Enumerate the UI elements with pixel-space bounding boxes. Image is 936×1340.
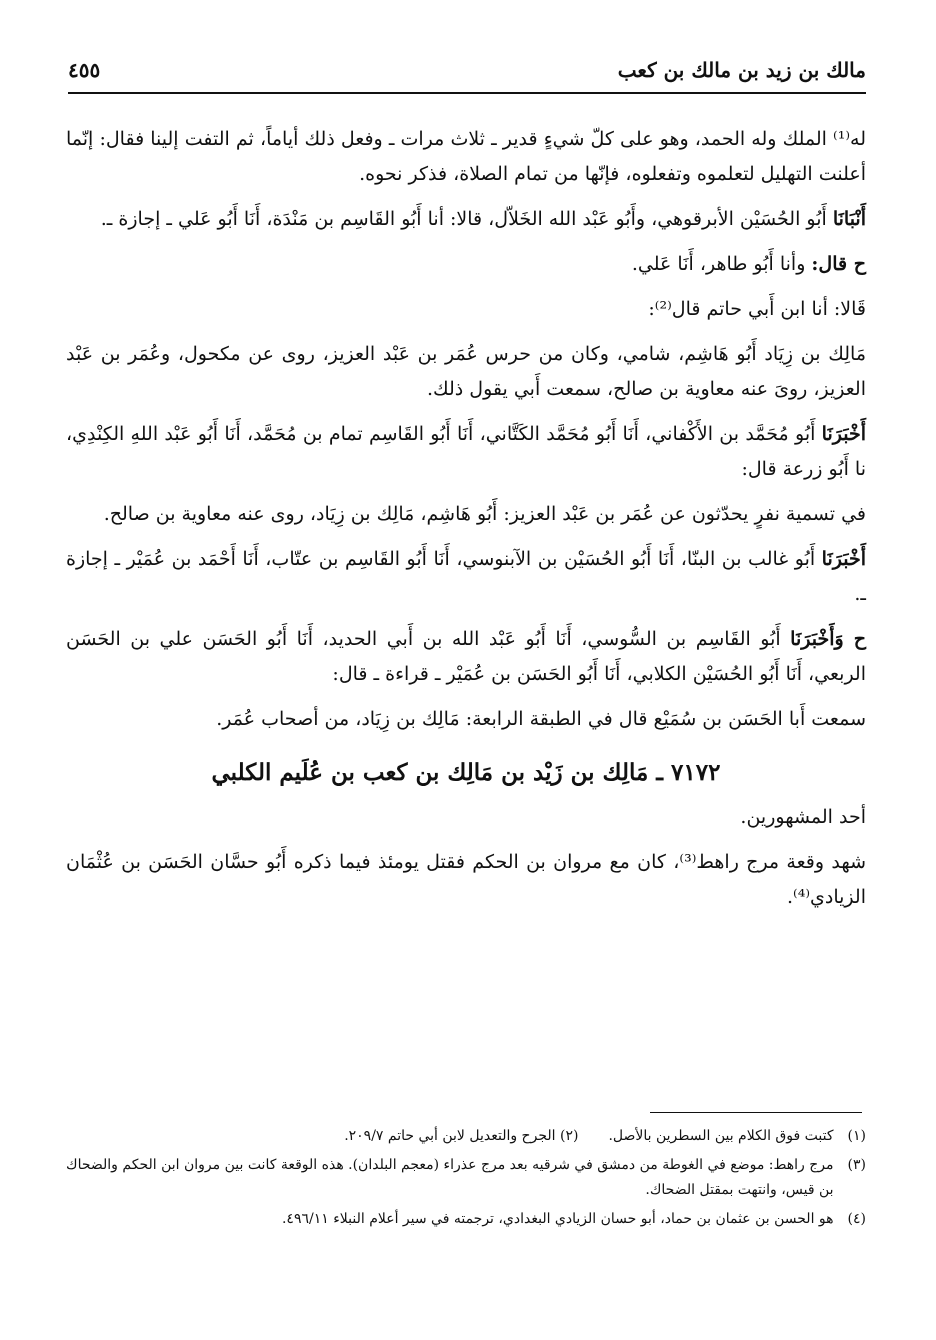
footnote-number: (١) [847,1128,866,1144]
paragraph-text: وأنا أَبُو طاهر، أَنَا عَلي. [631,253,812,275]
footnote-divider [650,1112,862,1113]
main-text [66,122,866,925]
footnote-text: هو الحسن بن عثمان بن حماد، أبو حسان الزيادي البغدادي، ترجمته في سير أعلام النبلاء ٤٩٦/١١. [281,1211,834,1227]
isnad-keyword: أَخْبَرَنَا [821,423,866,445]
isnad-keyword: أَخْبَرَنَا [821,548,866,570]
paragraph: مَالِك بن زِيَاد أَبُو هَاشِم، شامي، وكان من حرس عُمَر بن عَبْد العزيز، روى عن مكحول، وعُمَر بن عَبْد العزيز، روىَ عنه معاوية بن صالح، سمعت أَبي يقول ذلك. [66,343,866,400]
paragraph: له⁽¹⁾ الملك وله الحمد، وهو على كلّ شيءٍ قدير ـ ثلاث مرات ـ وفعل ذلك أياماً، ثم التفت إلينا فقال: إنّما أعلنت التهليل لتعلموه وتفعلوه، فإنّها من تمام الصلاة، فذكر نحوه. [66,128,866,185]
footnotes [66,1124,866,1236]
paragraph: في تسمية نفرٍ يحدّثون عن عُمَر بن عَبْد العزيز: أَبُو هَاشِم، مَالِك بن زِيَاد، روى عنه معاوية بن صالح. [103,503,866,525]
isnad-keyword: ح وَأَخْبَرَنَا [790,628,866,650]
footnote-number: (٤) [847,1211,866,1227]
isnad-keyword: أَنْبَانَا [832,208,866,230]
paragraph: قَالا: أنا ابن أَبي حاتم قال⁽²⁾: [648,298,866,320]
paragraph [66,202,866,237]
paragraph [66,622,866,692]
paragraph-text: أَبُو غالب بن البنّا، أَنَا أَبُو الحُسَيْن بن الآبنوسي، أَنَا أَبُو القَاسِم بن عتّاب، أَنَا أَحْمَد بن عُمَيْر ـ إجازة ـ. [66,548,866,605]
footnote [66,1124,866,1149]
page-header [68,52,866,94]
footnote-number: (٣) [847,1157,866,1173]
footnote [66,1153,866,1203]
footnote-text: مرج راهط: موضع في الغوطة من دمشق في شرقيه بعد مرج عذراء (معجم البلدان). هذه الوقعة كانت بين مروان ابن الحكم والضحاك بن قيس، وانتهت بمقتل الضحاك. [66,1157,834,1198]
paragraph [66,417,866,487]
paragraph-text: أَبُو الحُسَيْن الأبرقوهي، وأَبُو عَبْد الله الخَلاّل، قالا: أنا أَبُو القَاسِم بن مَنْدَة، أَنَا أَبُو عَلي ـ إجازة ـ. [100,208,833,230]
footnote-number: (٢) [559,1128,579,1144]
paragraph-text: أَبُو مُحَمَّد بن الأَكْفاني، أَنَا أَبُو مُحَمَّد الكَتَّاني، أَنَا أَبُو القَاسِم تمام بن مُحَمَّد، أَنَا أَبُو عَبْد اللهِ الكِنْدِي، نا أَبُو زرعة قال: [66,423,866,480]
paragraph-text: أَبُو القَاسِم بن السُّوسي، أَنَا أَبُو عَبْد الله بن أَبي الحديد، أَنَا أَبُو الحَسَن علي بن الحَسَن الربعي، أَنَا أَبُو الحُسَيْن الكلابي، أَنَا أَبُو الحَسَن بن عُمَيْر ـ قراءة ـ قال: [66,628,866,685]
isnad-keyword: ح قال: [811,253,866,275]
page-number: ٤٥٥ [68,58,101,82]
paragraph [66,542,866,612]
footnote-text: كتبت فوق الكلام بين السطرين بالأصل. [608,1128,834,1144]
running-title: مالك بن زيد بن مالك بن كعب [617,58,866,82]
footnote-text: الجرح والتعديل لابن أبي حاتم ٢٠٩/٧. [344,1128,556,1144]
entry-heading: ٧١٧٢ ـ مَالِك بن زَيْد بن مَالِك بن كعب بن عُلَيم الكلبي [211,759,721,786]
paragraph [66,247,866,282]
paragraph: أحد المشهورين. [740,806,866,828]
paragraph: شهد وقعة مرج راهط⁽³⁾، كان مع مروان بن الحكم فقتل يومئذ فيما ذكره أَبُو حسَّان الحَسَن بن عُثْمَان الزيادي⁽⁴⁾. [66,851,867,908]
footnote [66,1207,866,1232]
paragraph: سمعت أَبا الحَسَن بن سُمَيْع قال في الطبقة الرابعة: مَالِك بن زِيَاد، من أصحاب عُمَر. [216,708,866,730]
